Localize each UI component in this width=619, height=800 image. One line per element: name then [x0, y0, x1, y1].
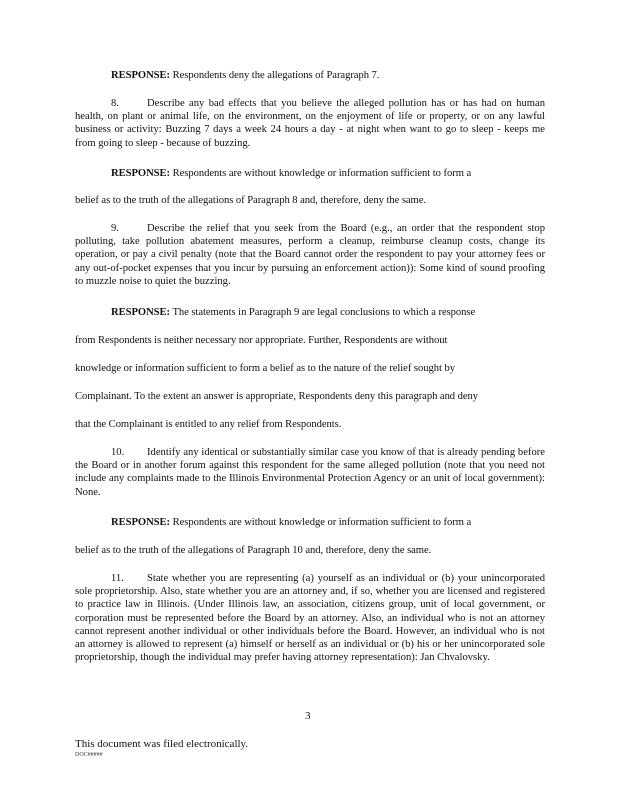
response-9-line-2: from Respondents is neither necessary nor appropriate. Further, Respondents are without	[75, 335, 448, 346]
response-text: Respondents are without knowledge or information sufficient to form a	[172, 168, 472, 179]
item-text: State whether you are representing (a) yourself as an individual or (b) your unincorporated sole proprietorship. Also, state whether you are an attorney and, if so, whether you are licensed and registered to practice law in Illinois. (Under Illinois law, an association, citizens group, unit of local government, or corporation must be represented before the Board by an attorney. Also, an individual who is not an attorney cannot represent another individual or other individuals before the Board. However, an individual who is not an attorney is allowed to represent (a) himself or herself as an individual or (b) his or her unincorporated sole proprietorship, though the individual may prefer having attorney representation): Jan Chvalovsky.	[75, 573, 545, 664]
response-7	[111, 69, 379, 82]
response-9-line-1	[111, 306, 475, 319]
filing-notice: This document was filed electronically.	[75, 738, 249, 750]
response-text: Respondents are without knowledge or information sufficient to form a	[172, 517, 472, 528]
item-number: 8.	[111, 98, 119, 109]
page-number: 3	[305, 710, 311, 722]
response-8-line-1	[111, 167, 471, 180]
item-text: Describe the relief that you seek from the Board (e.g., an order that the respondent stop polluting, take pollution abatement measures, perform a cleanup, reimburse cleanup costs, change its operation, or pay a civil penalty (note that the Board cannot order the respondent to pay your attorney fees or any out-of-pocket expenses that you incur by pursuing an enforcement action)): Some kind of sound proofing to muzzle noise to quiet the buzzing.	[75, 223, 545, 287]
item-text: Identify any identical or substantially similar case you know of that is already pending before the Board or in another forum against this respondent for the same alleged pollution (note that you need not include any complaints made to the Illinois Environmental Protection Agency or an unit of local government): None.	[75, 447, 545, 498]
item-number: 11.	[111, 573, 124, 584]
response-10-line-2: belief as to the truth of the allegations of Paragraph 10 and, therefore, deny the same.	[75, 545, 432, 556]
response-10-line-1	[111, 516, 471, 529]
item-8	[75, 97, 545, 150]
item-text: Describe any bad effects that you believe the alleged pollution has or has had on human health, on plant or animal life, on the environment, on the enjoyment of life or property, or on any lawful business or activity: Buzzing 7 days a week 24 hours a day - at night when want to go to sleep - keeps me from going to sleep - because of buzzing.	[75, 98, 545, 149]
item-11	[75, 572, 545, 664]
item-number: 10.	[111, 447, 125, 458]
response-text: The statements in Paragraph 9 are legal conclusions to which a response	[172, 307, 476, 318]
item-10	[75, 446, 545, 499]
response-label: RESPONSE:	[111, 168, 171, 179]
response-text: Respondents deny the allegations of Paragraph 7.	[172, 70, 380, 81]
document-code: DOC#####	[75, 752, 103, 758]
item-number: 9.	[111, 223, 119, 234]
response-label: RESPONSE:	[111, 307, 171, 318]
response-label: RESPONSE:	[111, 70, 171, 81]
response-label: RESPONSE:	[111, 517, 171, 528]
item-9	[75, 222, 545, 288]
response-9-line-3: knowledge or information sufficient to form a belief as to the nature of the relief sought by	[75, 363, 455, 374]
response-8-line-2: belief as to the truth of the allegations of Paragraph 8 and, therefore, deny the same.	[75, 195, 427, 206]
response-9-line-5: that the Complainant is entitled to any relief from Respondents.	[75, 419, 342, 430]
response-9-line-4: Complainant. To the extent an answer is appropriate, Respondents deny this paragraph and deny	[75, 391, 479, 402]
